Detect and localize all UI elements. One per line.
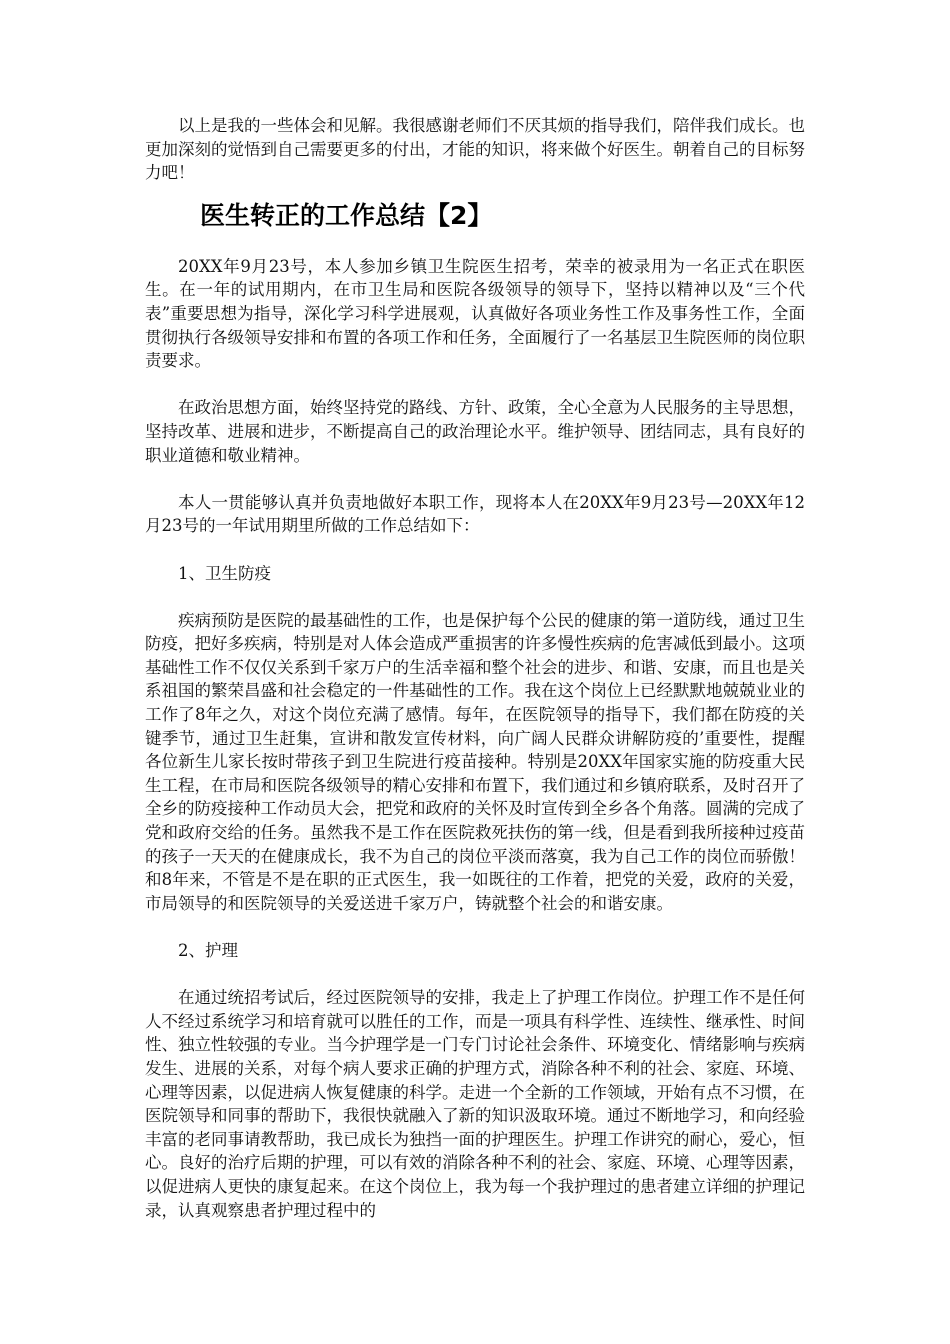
paragraph-spacer: [145, 915, 805, 939]
section-heading-nursing: 2、护理: [178, 941, 238, 960]
paragraph-spacer: [145, 585, 805, 609]
paragraph-summary-intro: 本人一贯能够认真并负责地做好本职工作，现将本人在20XX年9月23号—20XX年12月23号的一年试用期里所做的工作总结如下：: [145, 492, 805, 536]
paragraph-appointment: 20XX年9月23号，本人参加乡镇卫生院医生招考，荣幸的被录用为一名正式在职医生。在一年的试用期内，在市卫生局和医院各级领导的领导下，坚持以精神以及“三个代表”重要思想为指导，深化学习科学进展观，认真做好各项业务性工作及事务性工作，全面贯彻执行各级领导安排和布置的各项工作和任务，全面履行了一名基层卫生院医师的岗位职责要求。: [145, 256, 805, 371]
paragraph-political: 在政治思想方面，始终坚持党的路线、方针、政策，全心全意为人民服务的主导思想，坚持改革、进展和进步，不断提高自己的政治理论水平。维护领导、团结同志，具有良好的职业道德和敬业精神。: [145, 398, 805, 465]
paragraph-spacer: [145, 538, 805, 562]
intro-paragraph: 以上是我的一些体会和见解。我很感谢老师们不厌其烦的指导我们，陪伴我们成长。也更加深刻的觉悟到自己需要更多的付出，才能的知识，将来做个好医生。朝着自己的目标努力吧！: [145, 116, 805, 183]
document-title: 医生转正的工作总结【2】: [200, 200, 493, 230]
paragraph-nursing: 在通过统招考试后，经过医院领导的安排，我走上了护理工作岗位。护理工作不是任何人不经过系统学习和培育就可以胜任的工作，而是一项具有科学性、连续性、继承性、时间性、独立性较强的专业。当今护理学是一门专门讨论社会条件、环境变化、情绪影响与疾病发生、进展的关系，对每个病人要求正确的护理方式，消除各种不利的社会、家庭、环境、心理等因素，以促进病人恢复健康的科学。走进一个全新的工作领域，开始有点不习惯，在医院领导和同事的帮助下，我很快就融入了新的知识汲取环境。通过不断地学习，和向经验丰富的老同事请教帮助，我已成长为独挡一面的护理医生。护理工作讲究的耐心，爱心，恒心。良好的治疗后期的护理，可以有效的消除各种不利的社会、家庭、环境、心理等因素，以促进病人更快的康复起来。在这个岗位上，我为每一个我护理过的患者建立详细的护理记录，认真观察患者护理过程中的: [145, 988, 805, 1220]
paragraph-epidemic-prevention: 疾病预防是医院的最基础性的工作，也是保护每个公民的健康的第一道防线，通过卫生防疫，把好多疾病，特别是对人体会造成严重损害的许多慢性疾病的危害减低到最小。这项基础性工作不仅仅关系到千家万户的生活幸福和整个社会的进步、和谐、安康，而且也是关系祖国的繁荣昌盛和社会稳定的一件基础性的工作。我在这个岗位上已经默默地兢兢业业的工作了8年之久，对这个岗位充满了感情。每年，在医院领导的指导下，我们都在防疫的关键季节，通过卫生赶集，宣讲和散发宣传材料，向广阔人民群众讲解防疫的’重要性，提醒各位新生儿家长按时带孩子到卫生院进行疫苗接种。特别是20XX年国家实施的防疫重大民生工程，在市局和医院各级领导的精心安排和布置下，我们通过和乡镇府联系，及时召开了全乡的防疫接种工作动员大会，把党和政府的关怀及时宣传到全乡各个角落。圆满的完成了党和政府交给的任务。虽然我不是工作在医院救死扶伤的第一线，但是看到我所接种过疫苗的孩子一天天的在健康成长，我不为自己的岗位平淡而落寞，我为自己工作的岗位而骄傲！和8年来，不管是不是在职的正式医生，我一如既往的工作着，把党的关爱，政府的关爱，市局领导的和医院领导的关爱送进千家万户，铸就整个社会的和谐安康。: [145, 610, 805, 913]
paragraph-spacer: [145, 467, 805, 491]
paragraph-spacer: [145, 963, 805, 987]
document-page: [145, 114, 805, 1222]
section-heading-epidemic-prevention: 1、卫生防疫: [178, 563, 271, 583]
paragraph-spacer: [145, 373, 805, 397]
